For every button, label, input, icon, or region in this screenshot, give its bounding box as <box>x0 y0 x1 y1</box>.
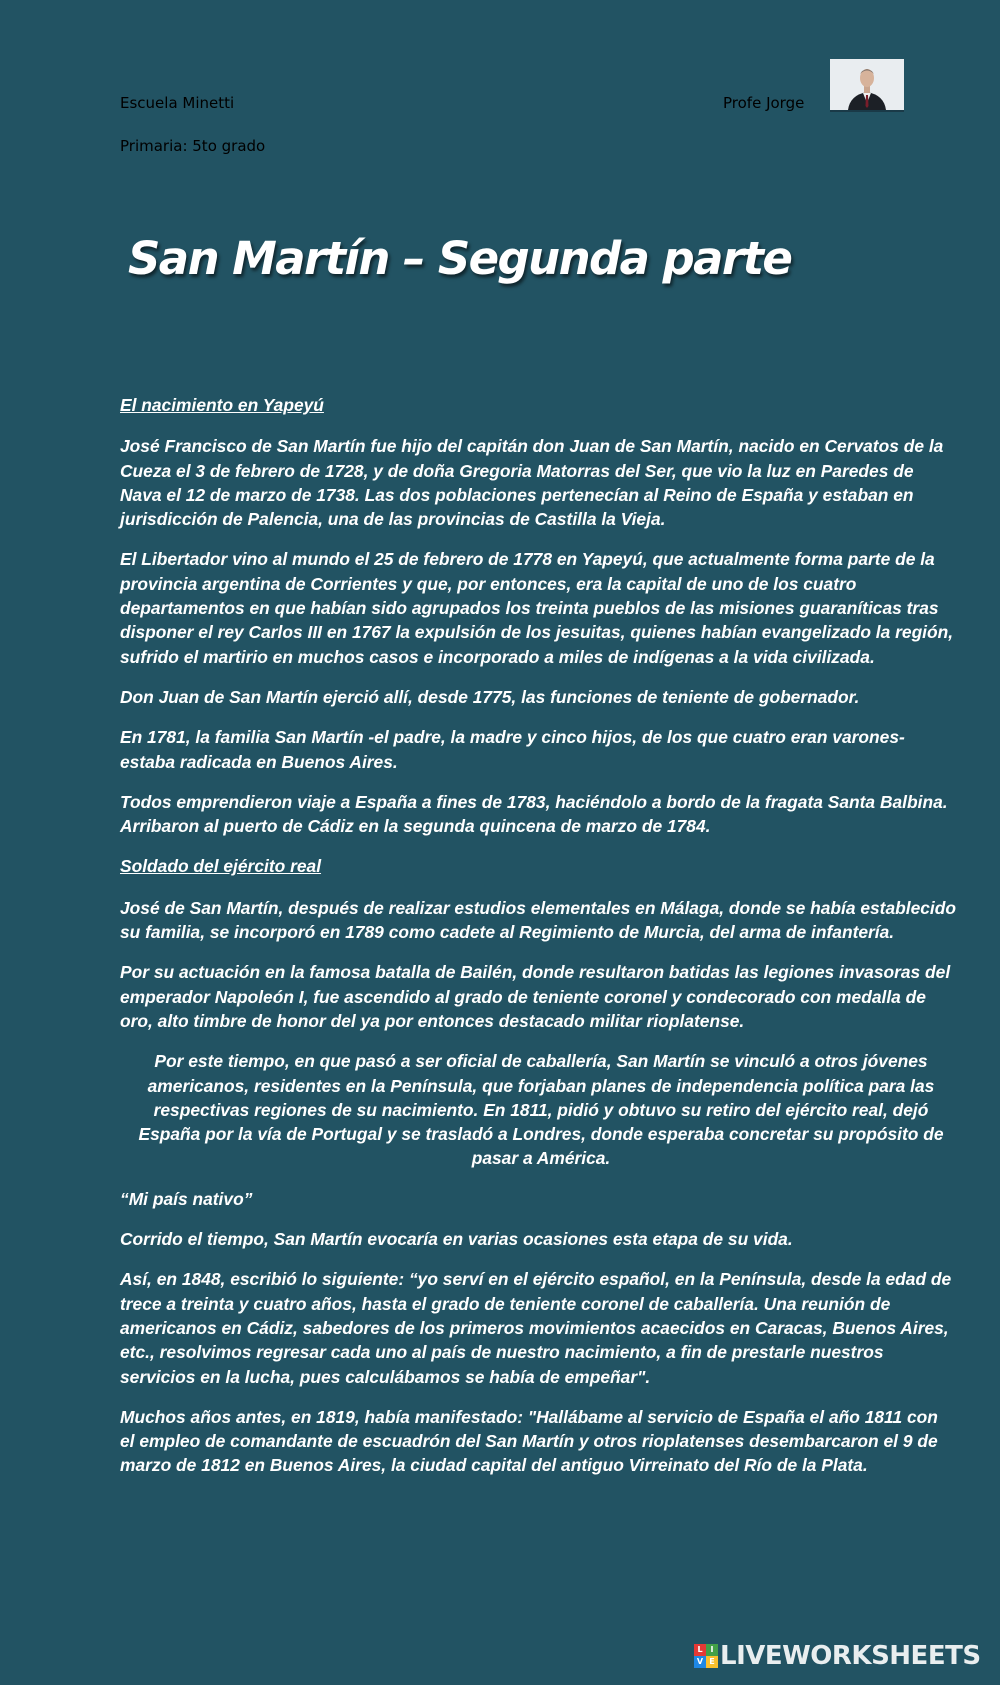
paragraph: En 1781, la familia San Martín -el padre, la madre y cinco hijos, de los que cuatro eran varones- estaba radicada en Buenos Aires. <box>120 727 905 772</box>
grade-label: Primaria: 5to grado <box>120 137 266 155</box>
school-name: Escuela Minetti <box>120 94 235 112</box>
paragraph: José de San Martín, después de realizar estudios elementales en Málaga, donde se había establecido su familia, se incorporó en 1789 como cadete al Regimiento de Murcia, del arma de infantería. <box>120 897 957 943</box>
teacher-photo <box>830 59 904 112</box>
paragraph: Todos emprendieron viaje a España a fines de 1783, haciéndolo a bordo de la fragata Santa Balbina. Arribaron al puerto de Cádiz en la segunda quincena de marzo de 1784. <box>120 791 948 837</box>
paragraph-centered: Por este tiempo, en que pasó a ser oficial de caballería, San Martín se vinculó a otros jóvenes americanos, residentes en la Península, que forjaban planes de independencia política para las respectivas regiones de su nacimiento. En 1811, pidió y obtuvo su retiro del ejército real, dejó España por la vía de Portugal y se trasladó a Londres, donde esperaba concretar su propósito de pasar a América. <box>138 1051 944 1169</box>
logo-letter: I <box>706 1644 718 1656</box>
section-heading-native-country: “Mi país nativo” <box>120 1188 253 1209</box>
section-heading-birth: El nacimiento en Yapeyú <box>120 395 324 415</box>
article-body <box>120 393 956 1494</box>
paragraph: Muchos años antes, en 1819, había manifestado: "Hallábame al servicio de España el año 1811 con el empleo de comandante de escuadrón del San Martín y otros rioplatenses desembarcaron el 9 de marzo de 1812 en Buenos Aires, la ciudad capital del antiguo Virreinato del Río de la Plata. <box>120 1406 938 1476</box>
paragraph: Así, en 1848, escribió lo siguiente: “yo serví en el ejército español, en la Península, desde la edad de trece a treinta y cuatro años, hasta el grado de teniente coronel de caballería. Una reunión de americanos en Cádiz, sabedores de los primeros movimientos acaecidos en Caracas, Buenos Aires, etc., resolvimos regresar cada uno al país de nuestro nacimiento, a fin de prestarle nuestros servicios en la lucha, pues calculábamos se había de empeñar". <box>120 1269 952 1387</box>
liveworksheets-logo-icon <box>694 1644 718 1668</box>
paragraph: Don Juan de San Martín ejerció allí, desde 1775, las funciones de teniente de gobernador. <box>120 686 860 707</box>
page-title: San Martín – Segunda parte <box>128 232 792 285</box>
paragraph: El Libertador vino al mundo el 25 de febrero de 1778 en Yapeyú, que actualmente forma parte de la provincia argentina de Corrientes y que, por entonces, era la capital de uno de los cuatro departamentos en que habían sido agrupados los treinta pueblos de las misiones guaraníticas tras disponer el rey Carlos III en 1767 la expulsión de los jesuitas, quienes habían evangelizado la región, sufrido el martirio en muchos casos e incorporado a miles de indígenas a la vida civilizada. <box>120 549 954 667</box>
logo-letter: L <box>694 1644 706 1656</box>
paragraph: José Francisco de San Martín fue hijo del capitán don Juan de San Martín, nacido en Cervatos de la Cueza el 3 de febrero de 1728, y de doña Gregoria Matorras del Ser, que vio la luz en Paredes de Nava el 12 de marzo de 1738. Las dos poblaciones pertenecían al Reino de España y estaban en jurisdicción de Palencia, una de las provincias de Castilla la Vieja. <box>120 436 944 530</box>
section-heading-soldier: Soldado del ejército real <box>120 856 322 877</box>
logo-letter: E <box>706 1656 718 1668</box>
teacher-name: Profe Jorge <box>723 94 805 112</box>
liveworksheets-watermark <box>694 1642 981 1670</box>
logo-letter: V <box>694 1656 706 1668</box>
teacher-portrait-icon <box>830 59 904 110</box>
paragraph: Corrido el tiempo, San Martín evocaría en varias ocasiones esta etapa de su vida. <box>120 1229 793 1250</box>
watermark-text: LIVEWORKSHEETS <box>720 1641 981 1671</box>
paragraph: Por su actuación en la famosa batalla de Bailén, donde resultaron batidas las legiones invasoras del emperador Napoleón I, fue ascendido al grado de teniente coronel y condecorado con medalla de oro, alto timbre de honor del ya por entonces destacado militar rioplatense. <box>120 962 951 1031</box>
